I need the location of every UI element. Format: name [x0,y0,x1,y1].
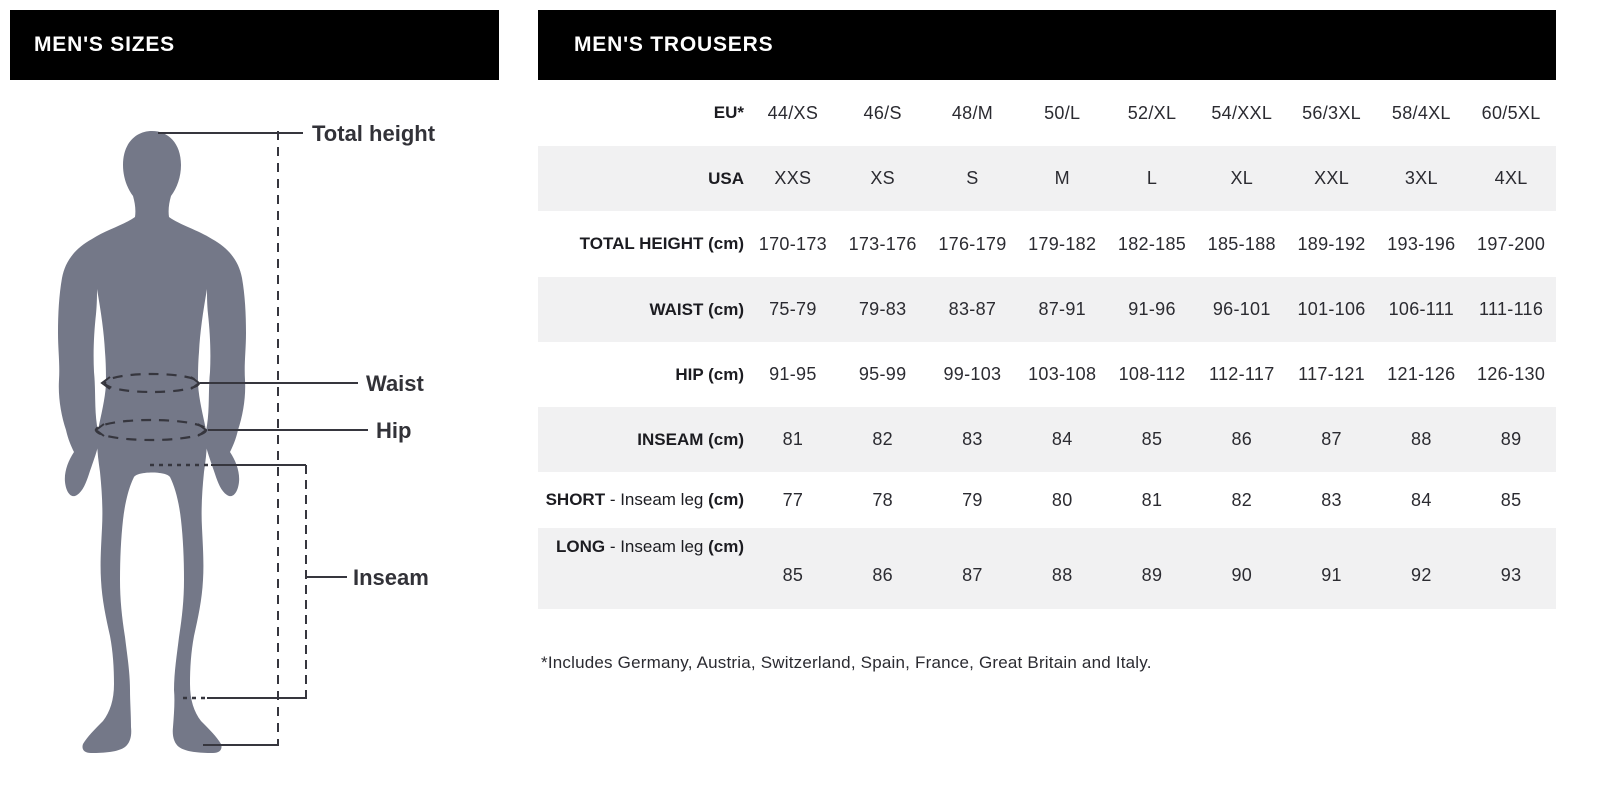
cell-usa-2: S [966,168,979,188]
waist-label: Waist [366,371,424,396]
cell-waist-6: 101-106 [1297,299,1366,319]
cell-waist-8: 111-116 [1479,299,1544,319]
cell-eu-3: 50/L [1044,102,1081,123]
cell-hip-3: 103-108 [1028,364,1097,384]
cell-total-height-1: 173-176 [848,233,917,254]
table-row-short-inseam [538,472,1556,528]
cell-inseam-4: 85 [1141,429,1163,449]
cell-eu-7: 58/4XL [1391,102,1451,123]
cell-hip-8: 126-130 [1477,364,1546,384]
cell-hip-2: 99-103 [943,364,1002,384]
cell-total-height-0: 170-173 [758,233,827,254]
cell-inseam-7: 88 [1411,429,1432,449]
row-label-waist: WAIST (cm) [649,299,744,319]
cell-long-inseam-5: 90 [1231,565,1253,585]
cell-usa-6: XXL [1314,168,1350,188]
cell-long-inseam-3: 88 [1051,565,1073,585]
cell-waist-2: 83-87 [948,299,997,319]
cell-short-inseam-0: 77 [782,489,804,510]
row-label-usa: USA [708,168,744,188]
cell-waist-3: 87-91 [1038,299,1086,319]
row-label-short-inseam: SHORT - Inseam leg (cm) [545,490,744,509]
cell-hip-0: 91-95 [769,364,817,384]
cell-long-inseam-1: 86 [872,565,893,585]
cell-waist-0: 75-79 [769,299,817,319]
cell-waist-4: 91-96 [1128,299,1176,319]
row-label-long-inseam: LONG - Inseam leg (cm) [555,537,744,556]
cell-hip-7: 121-126 [1387,364,1456,384]
cell-total-height-4: 182-185 [1117,233,1187,254]
row-label-hip: HIP (cm) [675,364,744,384]
row-label-total-height: TOTAL HEIGHT (cm) [579,234,744,253]
hip-label: Hip [376,418,412,443]
cell-total-height-8: 197-200 [1477,233,1546,254]
cell-usa-1: XS [870,168,895,188]
cell-waist-5: 96-101 [1212,299,1271,319]
footnote: *Includes Germany, Austria, Switzerland, Spain, France, Great Britain and Italy. [541,653,1152,672]
table-row-waist [538,277,1556,342]
cell-total-height-7: 193-196 [1387,233,1456,254]
cell-inseam-1: 82 [872,429,893,449]
size-table [538,80,1556,673]
body-measurement-diagram [0,0,520,800]
cell-total-height-6: 189-192 [1297,233,1366,254]
cell-hip-1: 95-99 [858,364,907,384]
cell-eu-1: 46/S [863,102,902,123]
cell-usa-0: XXS [774,168,812,188]
cell-usa-8: 4XL [1494,168,1528,188]
cell-inseam-8: 89 [1500,429,1522,449]
cell-short-inseam-2: 79 [962,489,983,510]
cell-waist-7: 106-111 [1388,299,1455,319]
cell-hip-5: 112-117 [1209,364,1275,384]
cell-short-inseam-6: 83 [1321,489,1342,510]
mens-trousers-title: MEN'S TROUSERS [574,33,774,56]
mens-trousers-header [538,10,1556,80]
size-table-rows [538,80,1556,609]
cell-inseam-2: 83 [962,429,983,449]
cell-eu-0: 44/XS [767,102,819,123]
cell-eu-4: 52/XL [1127,102,1177,123]
total-height-label: Total height [312,121,436,146]
table-row-long-inseam [538,528,1556,609]
table-row-total-height [538,211,1556,277]
cell-long-inseam-0: 85 [782,565,804,585]
cell-short-inseam-8: 85 [1500,489,1522,510]
inseam-label: Inseam [353,565,429,590]
cell-long-inseam-8: 93 [1500,565,1522,585]
table-row-eu [538,80,1556,146]
cell-long-inseam-7: 92 [1411,565,1432,585]
cell-short-inseam-7: 84 [1411,489,1432,510]
cell-eu-5: 54/XXL [1211,102,1273,123]
cell-eu-8: 60/5XL [1481,102,1541,123]
cell-inseam-5: 86 [1231,429,1253,449]
row-label-inseam: INSEAM (cm) [637,429,744,449]
cell-inseam-6: 87 [1321,429,1342,449]
cell-long-inseam-2: 87 [962,565,983,585]
cell-long-inseam-4: 89 [1141,565,1163,585]
cell-short-inseam-3: 80 [1051,489,1073,510]
cell-waist-1: 79-83 [858,299,907,319]
cell-inseam-3: 84 [1051,429,1073,449]
cell-hip-4: 108-112 [1118,364,1186,384]
table-row-usa [538,146,1556,211]
cell-short-inseam-5: 82 [1231,489,1253,510]
cell-eu-6: 56/3XL [1302,102,1361,123]
cell-short-inseam-1: 78 [872,489,893,510]
cell-long-inseam-6: 91 [1321,565,1342,585]
cell-usa-7: 3XL [1404,168,1438,188]
cell-eu-2: 48/M [951,102,994,123]
row-label-eu: EU* [713,103,744,122]
cell-total-height-3: 179-182 [1028,233,1097,254]
mens-sizes-title: MEN'S SIZES [34,33,175,56]
cell-inseam-0: 81 [782,429,804,449]
cell-total-height-5: 185-188 [1207,233,1276,254]
body-silhouette [58,131,246,753]
cell-short-inseam-4: 81 [1141,489,1163,510]
cell-usa-5: XL [1230,168,1254,188]
cell-usa-3: M [1054,168,1070,188]
cell-total-height-2: 176-179 [938,233,1007,254]
cell-usa-4: L [1146,168,1158,188]
table-row-hip [538,342,1556,407]
cell-hip-6: 117-121 [1298,364,1365,384]
mens-sizes-header [10,10,499,80]
table-row-inseam [538,407,1556,472]
